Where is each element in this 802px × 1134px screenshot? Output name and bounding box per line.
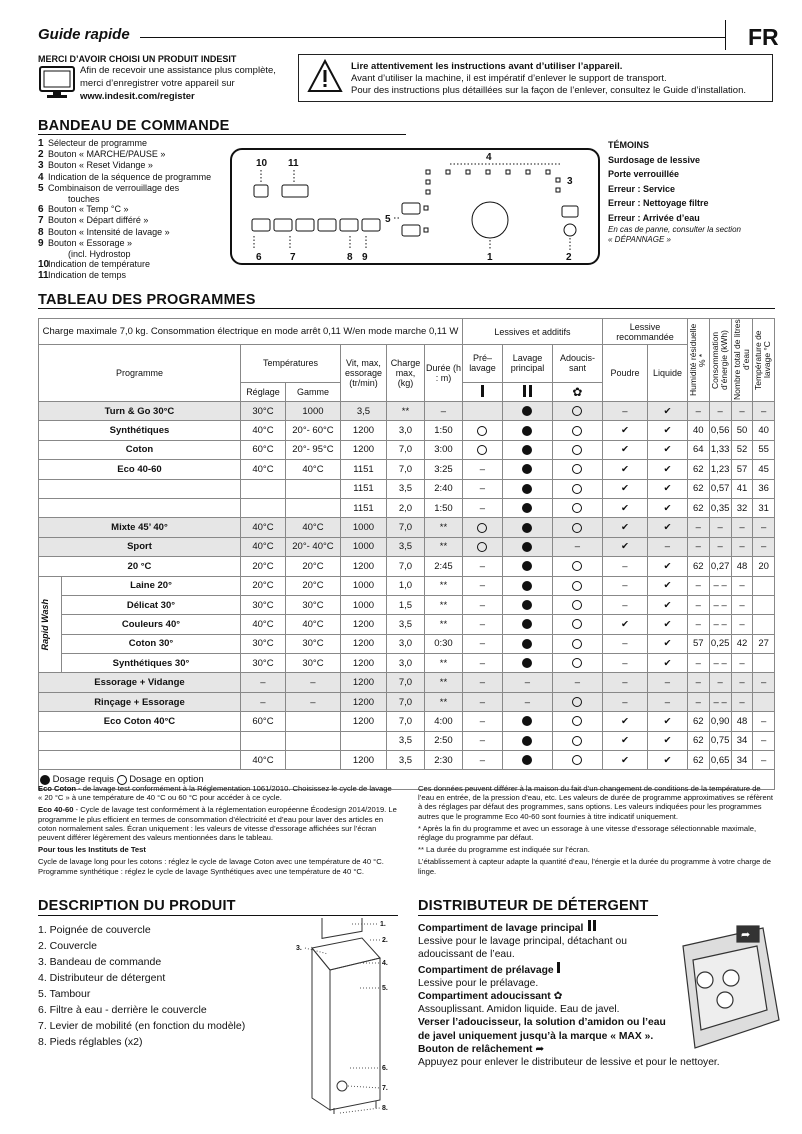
bandeau-item: 2 Bouton « MARCHE/PAUSE » [38, 149, 166, 161]
warning-box: Lire attentivement les instructions avant d’utiliser l’appareil. Avant d’utiliser la machine, il est impératif d’enlever le support de transport. Pour des instructions plus détaillées sur la façon de l’enlever, consultez le Guide d’installation. [298, 54, 773, 102]
table-row: Turn & Go 30°C 30°C 1000 3,5 ** – – ✔ – – – – [39, 402, 775, 421]
svg-text:➦: ➦ [741, 929, 751, 941]
dosage-optional-icon [572, 658, 582, 668]
notes-left: Eco Coton - de lavage test conformément à la Réglementation 1061/2010. Choisissez le cycle de lavage « 20 °C » à une température de 40 °C ou 60 °C pour accéder à ce cycle. Eco 40-60 - Cycle de lavage test conformément à la réglementation européenne Écodesign 2014/2019. Le programme le plus efficient en termes de consommation d’électricité et d’eau pour laver des articles en coton normalement sales. Écran uniquement : les valeurs de vitesse d’essorage affichées sur l’écran peuvent différer légèrement des valeurs mentionnées dans le tableau. Pour tous les Instituts de Test Cycle de lavage long pour les cotons : réglez le cycle de lavage Coton avec une température de 40 °C. Programme synthétique : réglez le cycle de lavage Synthétiques avec une température de 40 °C. [38, 784, 397, 876]
merci-title: MERCI D’AVOIR CHOISI UN PRODUIT INDESIT [38, 54, 237, 64]
bandeau-item: 6 Bouton « Temp °C » [38, 204, 129, 216]
panel-label-1: 1 [487, 252, 493, 263]
dosage-optional-icon [572, 736, 582, 746]
bandeau-item: 9 Bouton « Essorage » [38, 237, 133, 249]
bandeau-item: 4 Indication de la séquence de programme [38, 171, 212, 183]
table-row: Mixte 45’ 40° 40°C 40°C 1000 7,0 ** ✔ ✔ – – – – [39, 518, 775, 537]
temoins-panel: TÉMOINS Surdosage de lessive Porte verrouillée Erreur : Service Erreur : Nettoyage filtre Erreur : Arrivée d’eau En cas de panne, consulter la section « DÉPANNAGE » [608, 140, 741, 244]
dosage-required-icon [522, 542, 532, 552]
table-row: Délicat 30° 30°C 30°C 1000 1,5 ** – – ✔ – – – – [39, 595, 775, 614]
svg-text:7.: 7. [382, 1085, 388, 1092]
panel-label-11: 11 [288, 158, 299, 169]
prelavage-small-icon [557, 962, 560, 973]
table-row: Couleurs 40° 40°C 40°C 1200 3,5 ** – ✔ ✔ – – – – [39, 615, 775, 634]
rapid-wash-label: Rapid Wash [40, 598, 50, 651]
dosage-required-icon [522, 755, 532, 765]
dosage-required-icon [522, 658, 532, 668]
header-rule-vertical [725, 20, 726, 50]
dispenser-drawing [675, 920, 785, 1060]
dosage-optional-icon [477, 445, 487, 455]
bandeau-item: 5 Combinaison de verrouillage des [38, 182, 180, 194]
table-row: Rapid Wash Laine 20° 20°C 20°C 1000 1,0 ** – – ✔ – – – – [39, 576, 775, 595]
bandeau-item: 7 Bouton « Départ différé » [38, 215, 149, 227]
dosage-optional-icon [572, 503, 582, 513]
table-row: 1151 2,0 1:50 – ✔ ✔ 62 0,35 32 31 [39, 498, 775, 517]
panel-label-10: 10 [256, 158, 268, 169]
panel-label-6: 6 [256, 252, 262, 263]
notes-right: Ces données peuvent différer à la maison du fait d’un changement de conditions de la température de l’eau en entrée, de la pression d’eau, etc. Les valeurs de durée de programme approximatives se réfèrent à des réglages par défaut des programmes, sans options. Les valeurs indiquées pour les programmes autres que le programme Eco 40-60 sont fournies à titre indicatif uniquement. * Après la fin du programme et avec un essorage à une vitesse d’essorage sélectionnable maximale, réglage du programme par défaut. ** La durée du programme est indiquée sur l’écran. L’établissement à capteur adapte la quantité d’eau, l’énergie et la durée du programme à votre charge de linge. [418, 784, 774, 876]
prelavage-icon [481, 385, 484, 397]
table-row: Synthétiques 40°C 20°- 60°C 1200 3,0 1:50 ✔ ✔ 40 0,56 50 40 [39, 421, 775, 440]
table-row: Synthétiques 30° 30°C 30°C 1200 3,0 ** – – ✔ – – – – [39, 654, 775, 673]
panel-label-7: 7 [290, 252, 296, 263]
dosage-optional-icon [572, 600, 582, 610]
bandeau-item: 11Indication de temps [38, 270, 127, 282]
bandeau-title: BANDEAU DE COMMANDE [38, 118, 230, 134]
language-code: FR [748, 24, 779, 50]
svg-text:1.: 1. [380, 921, 386, 928]
warning-icon [307, 59, 343, 93]
dosage-required-icon [522, 503, 532, 513]
description-list [38, 922, 298, 1050]
table-row: Coton 60°C 20°- 95°C 1200 7,0 3:00 ✔ ✔ 64 1,33 52 55 [39, 440, 775, 459]
dosage-required-icon [522, 464, 532, 474]
bandeau-list [38, 138, 233, 282]
dosage-optional-icon [572, 484, 582, 494]
control-panel-drawing [232, 150, 598, 263]
table-row: Essorage + Vidange – – 1200 7,0 ** – – – – – – – – – [39, 673, 775, 692]
temoins-title: TÉMOINS [608, 140, 650, 150]
guide-title: Guide rapide [38, 26, 130, 43]
panel-label-8: 8 [347, 252, 353, 263]
dosage-optional-icon [572, 445, 582, 455]
dosage-optional-icon [572, 755, 582, 765]
description-item: 8. Pieds réglables (x2) [38, 1036, 143, 1048]
svg-text:3.: 3. [296, 945, 302, 952]
dosage-optional-icon [572, 697, 582, 707]
description-item: 3. Bandeau de commande [38, 956, 162, 968]
panel-label-4: 4 [486, 152, 492, 163]
dosage-optional-icon [572, 464, 582, 474]
register-link[interactable]: www.indesit.com/register [80, 91, 195, 102]
dosage-required-icon [522, 619, 532, 629]
dosage-required-icon [522, 523, 532, 533]
description-item: 4. Distributeur de détergent [38, 972, 166, 984]
panel-label-5: 5 [385, 214, 391, 225]
dosage-optional-icon [572, 561, 582, 571]
dosage-optional-icon [572, 581, 582, 591]
table-row: Sport 40°C 20°- 40°C 1000 3,5 ** – ✔ – – – – – [39, 537, 775, 556]
warning-title: Lire attentivement les instructions avant d’utiliser l’appareil. [351, 61, 623, 72]
header-rule [140, 37, 725, 38]
svg-text:6.: 6. [382, 1065, 388, 1072]
lavage-principal-icon [588, 920, 591, 931]
dosage-optional-icon [477, 542, 487, 552]
svg-text:2.: 2. [382, 937, 388, 944]
table-row: Coton 30° 30°C 30°C 1200 3,0 0:30 – – ✔ 57 0,25 42 27 [39, 634, 775, 653]
table-row: 1151 3,5 2:40 – ✔ ✔ 62 0,57 41 36 [39, 479, 775, 498]
legend-circle: Dosage en option [129, 774, 204, 786]
description-title: DESCRIPTION DU PRODUIT [38, 898, 236, 914]
dosage-required-icon [522, 406, 532, 416]
panel-label-2: 2 [566, 252, 572, 263]
dosage-optional-icon [477, 426, 487, 436]
dosage-required-icon [522, 561, 532, 571]
merci-body: Afin de recevoir une assistance plus complète, merci d’enregistrer votre appareil sur www.indesit.com/register [80, 65, 276, 102]
dosage-required-icon [522, 736, 532, 746]
dosage-optional-icon [572, 639, 582, 649]
bandeau-item: touches [68, 194, 100, 205]
description-item: 7. Levier de mobilité (en fonction du modèle) [38, 1020, 246, 1032]
dosage-required-icon [522, 445, 532, 455]
bandeau-item: 8 Bouton « Intensité de lavage » [38, 226, 170, 238]
svg-text:8.: 8. [382, 1105, 388, 1112]
dosage-required-icon [522, 581, 532, 591]
panel-label-9: 9 [362, 252, 368, 263]
washer-drawing [290, 918, 400, 1118]
bandeau-item: 3 Bouton « Reset Vidange » [38, 160, 153, 172]
dosage-optional-icon [572, 406, 582, 416]
flower-icon: ✿ [552, 382, 602, 401]
programmes-title: TABLEAU DES PROGRAMMES [38, 292, 256, 308]
dosage-optional-icon [477, 523, 487, 533]
description-item: 5. Tambour [38, 988, 91, 1000]
table-row: 40°C 1200 3,5 2:30 – ✔ ✔ 62 0,65 34 – [39, 751, 775, 770]
dosage-optional-icon [572, 716, 582, 726]
bandeau-item: 1 Sélecteur de programme [38, 138, 148, 149]
charge-header: Charge maximale 7,0 kg. Consommation électrique en mode arrêt 0,11 W/en mode marche 0,11 W [39, 319, 463, 345]
softener-icon: ✿ [553, 991, 563, 1003]
distributeur-text: Compartiment de lavage principal Lessive pour le lavage principal, détachant ou adoucissant de l’eau. Compartiment de prélavage Lessive pour le prélavage. Compartiment adoucissant ✿ Assouplissant. Amidon liquide. Eau de javel. Verser l’adoucisseur, la solution d’amidon ou l’eau de javel uniquement jusqu’à la marque « MAX ». Bouton de relâchement ➦ Appuyez pour enlever le distributeur de lessive et pour le nettoyer. [418, 920, 680, 1069]
svg-text:4.: 4. [382, 960, 388, 967]
computer-icon [38, 65, 76, 101]
table-row: 20 °C 20°C 20°C 1200 7,0 2:45 – – ✔ 62 0,27 48 20 [39, 557, 775, 576]
release-arrow-icon: ➦ [535, 1043, 544, 1055]
bandeau-item: 10Indication de température [38, 259, 151, 271]
description-item: 2. Couvercle [38, 940, 97, 952]
dosage-optional-icon [572, 523, 582, 533]
dosage-optional-icon [572, 426, 582, 436]
svg-text:5.: 5. [382, 985, 388, 992]
table-row: 3,5 2:50 – ✔ ✔ 62 0,75 34 – [39, 731, 775, 750]
table-row: Eco Coton 40°C 60°C 1200 7,0 4:00 – ✔ ✔ 62 0,90 48 – [39, 712, 775, 731]
dosage-required-icon [522, 484, 532, 494]
bandeau-item: (incl. Hydrostop [68, 249, 131, 260]
dosage-required-icon [522, 716, 532, 726]
dosage-required-icon [522, 639, 532, 649]
dosage-required-icon [522, 600, 532, 610]
lavage-icon [523, 385, 526, 397]
dosage-required-icon [522, 426, 532, 436]
table-row: Rinçage + Essorage – – 1200 7,0 ** – – – – – – – – [39, 692, 775, 711]
description-item: 1. Poignée de couvercle [38, 924, 151, 936]
control-panel-diagram [230, 148, 600, 265]
distributeur-title: DISTRIBUTEUR DE DÉTERGENT [418, 898, 649, 914]
description-item: 6. Filtre à eau - derrière le couvercle [38, 1004, 207, 1016]
programmes-table: Charge maximale 7,0 kg. Consommation électrique en mode arrêt 0,11 W/en mode marche 0,11 W Lessives et additifs Lessive recommandée Humidité résiduelle % * Consommation d’énergie (kWh) Nombre total de litres d’eau Température de lavage °C Programme Températures Vit, max, essorage (tr/min) Charge max, (kg) Durée (h : m) Pré–lavage Lavage principal Adoucis-sant Poudre Liquide Réglage Gamme ✿ Turn & Go 30°C 30°C 1000 3,5 ** – – ✔ – – – – Synthétiques 40°C 20°- 60°C 1200 3,0 1:50 ✔ ✔ 40 0,56 50 40 Coton 60°C 20°- 95°C 1200 7,0 3:00 ✔ ✔ 64 1,33 52 55 Eco 40-60 40°C 40°C 1151 7,0 3:25 – ✔ ✔ 62 1,23 57 45 1151 3,5 2:40 – ✔ ✔ 62 0,57 41 36 1151 2,0 1:50 – ✔ ✔ 62 0,35 32 31 Mixte 45’ 40° 40°C 40°C 1000 7,0 ** ✔ ✔ – – – – Sport 40°C 20°- 40°C 1000 3,5 ** – ✔ – – – – – 20 °C 20°C 20°C 1200 7,0 2:45 – – ✔ 62 0,27 48 20 Rapid Wash Laine 20° 20°C 20°C 1000 1,0 ** – – ✔ – – – – Délicat 30° 30°C 30°C 1000 1,5 ** – – ✔ – – – – Couleurs 40° 40°C 40°C 1200 3,5 ** – ✔ ✔ – – – – Coton 30° 30°C 30°C 1200 3,0 0:30 – – ✔ 57 0,25 42 27 Synthétiques 30° 30°C 30°C 1200 3,0 ** – – ✔ – – – – Essorage + Vidange – – 1200 7,0 ** – – – – – – – – – Rinçage + Essorage – – 1200 7,0 ** – – – – – – – – Eco Coton 40°C 60°C 1200 7,0 4:00 – ✔ ✔ 62 0,90 48 – 3,5 2:50 – ✔ ✔ 62 0,75 34 – 40°C 1200 3,5 2:30 – ✔ ✔ 62 0,65 34 – Dosage requis Dosage en option [38, 318, 775, 790]
table-row: Eco 40-60 40°C 40°C 1151 7,0 3:25 – ✔ ✔ 62 1,23 57 45 [39, 460, 775, 479]
panel-label-3: 3 [567, 176, 573, 187]
legend-dot: Dosage requis [52, 774, 114, 786]
dosage-optional-icon [572, 619, 582, 629]
